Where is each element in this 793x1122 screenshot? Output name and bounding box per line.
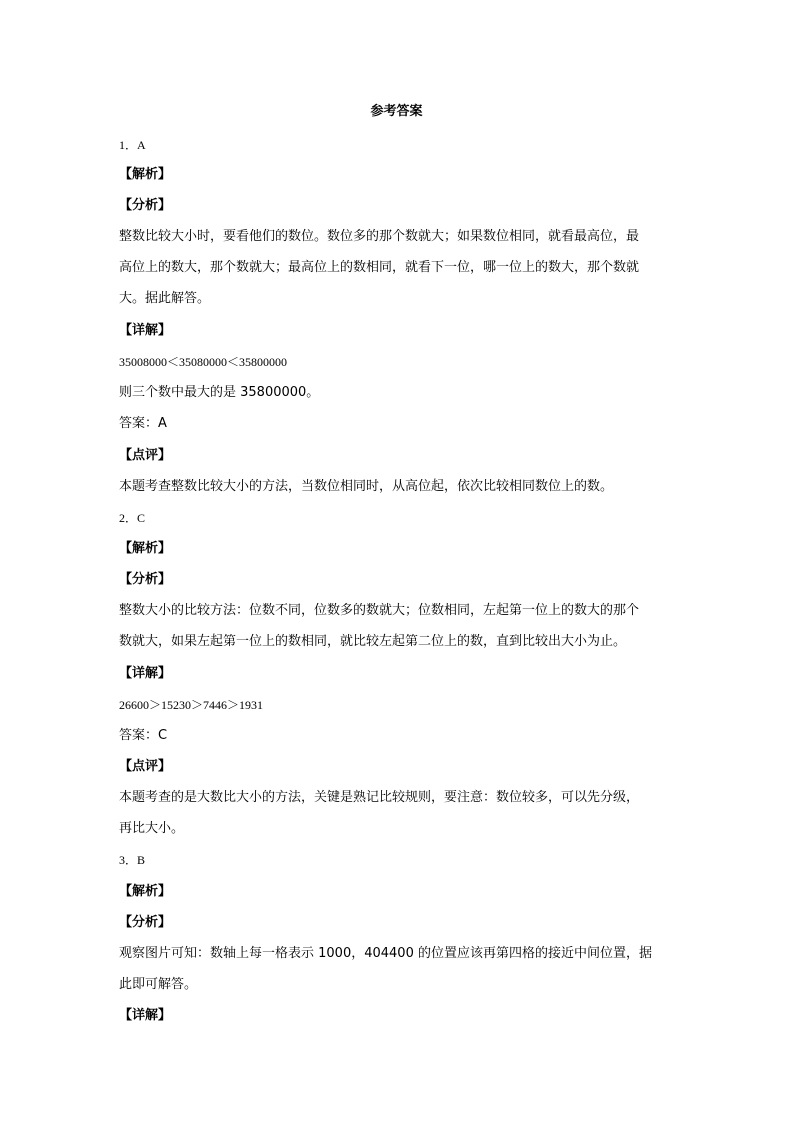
- q1-analysis-line-1: 整数比较大小时，要看他们的数位。数位多的那个数就大；如果数位相同，就看最高位，最: [119, 229, 640, 244]
- q3-xiangjie-heading: 【详解】: [119, 1008, 172, 1023]
- q2-analysis-line-2: 数就大，如果左起第一位上的数相同，就比较左起第二位上的数，直到比较出大小为止。: [119, 634, 627, 649]
- q1-jiexi-heading: 【解析】: [119, 167, 172, 182]
- q3-number: 3．B: [119, 853, 146, 867]
- q2-answer: 答案：C: [119, 728, 168, 743]
- q1-analysis-line-2: 高位上的数大，那个数就大；最高位上的数相同，就看下一位，哪一位上的数大，那个数就: [119, 260, 640, 275]
- q3-analysis-line-1: 观察图片可知：数轴上每一格表示 1000，404400 的位置应该再第四格的接近中间位置，据: [119, 946, 652, 961]
- q3-analysis-line-2: 此即可解答。: [119, 977, 198, 992]
- q2-detail-comparison: 26600＞15230＞7446＞1931: [119, 698, 264, 712]
- q2-dianping-heading: 【点评】: [119, 759, 172, 774]
- page-title: 参考答案: [370, 104, 423, 119]
- q2-number: 2．C: [119, 511, 146, 525]
- q1-fenxi-heading: 【分析】: [119, 198, 172, 213]
- q1-dianping-heading: 【点评】: [119, 448, 172, 463]
- q1-xiangjie-heading: 【详解】: [119, 323, 172, 338]
- q1-number: 1．A: [119, 138, 146, 152]
- q2-jiexi-heading: 【解析】: [119, 541, 172, 556]
- q2-xiangjie-heading: 【详解】: [119, 666, 172, 681]
- q1-comment-line-1: 本题考查整数比较大小的方法，当数位相同时，从高位起，依次比较相同数位上的数。: [119, 479, 614, 494]
- q1-detail-comparison: 35008000＜35080000＜35800000: [119, 355, 288, 369]
- q2-analysis-line-1: 整数大小的比较方法：位数不同，位数多的数就大；位数相同，左起第一位上的数大的那个: [119, 603, 640, 618]
- q1-analysis-line-3: 大。据此解答。: [119, 291, 211, 306]
- q2-fenxi-heading: 【分析】: [119, 572, 172, 587]
- q1-detail-result: 则三个数中最大的是 35800000。: [119, 385, 320, 400]
- q3-jiexi-heading: 【解析】: [119, 884, 172, 899]
- q2-comment-line-1: 本题考查的是大数比大小的方法，关键是熟记比较规则，要注意：数位较多，可以先分级，: [119, 790, 640, 805]
- q3-fenxi-heading: 【分析】: [119, 915, 172, 930]
- q1-answer: 答案：A: [119, 416, 167, 431]
- q2-comment-line-2: 再比大小。: [119, 821, 185, 836]
